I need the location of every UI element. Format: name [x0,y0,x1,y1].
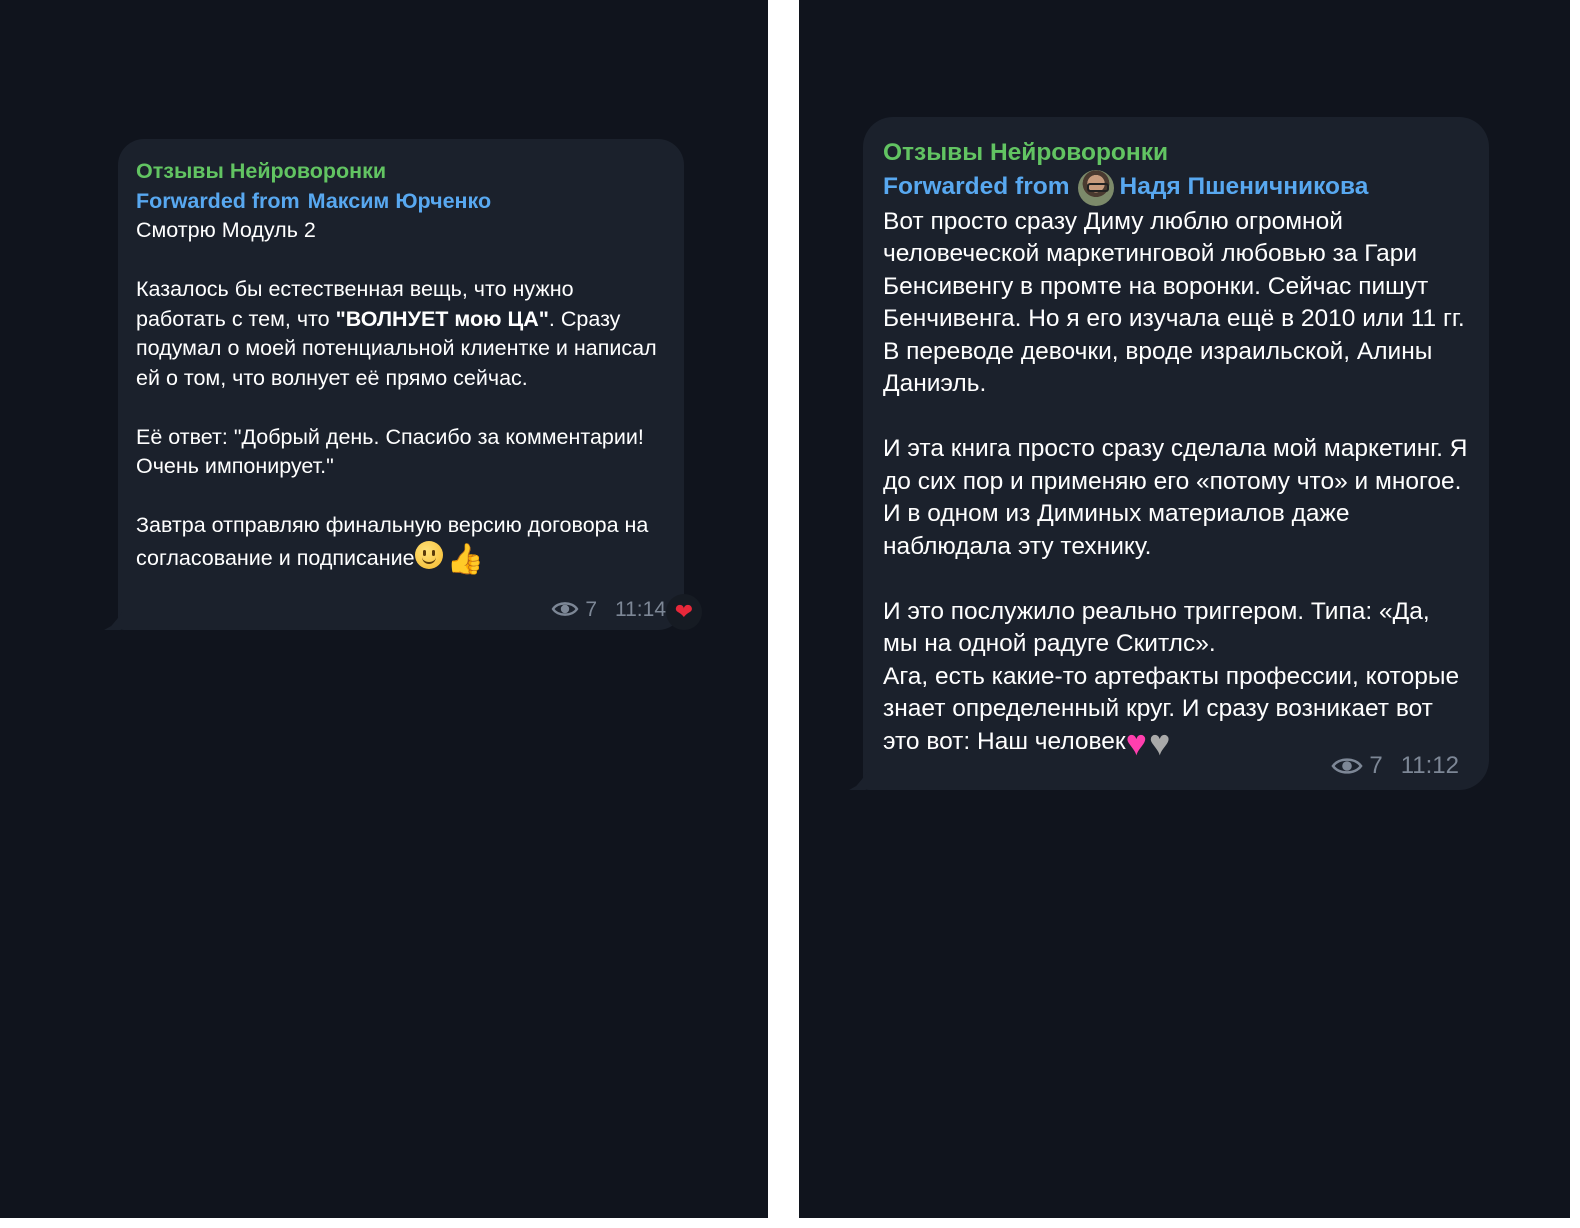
forward-prefix: Forwarded from [136,188,300,213]
message-paragraph: И это послужило реально триггером. Типа: «Да, мы на одной радуге Скитлс». Ага, есть какие-то артефакты профессии, которые знает определенный круг. И сразу возникает вот это вот: Наш человек♥♥ [883,597,1460,763]
forward-author[interactable]: Надя Пшеничникова [1119,173,1369,201]
forwarded-from-line[interactable] [136,187,666,217]
pink-heart-emoji-icon: ♥ [1125,721,1148,763]
forward-author[interactable]: Максим Юрченко [307,188,492,213]
message-time: 11:14 [615,597,666,621]
channel-name[interactable]: Отзывы Нейроворонки [136,159,387,183]
eye-icon [551,600,579,618]
bold-text: "ВОЛНУЕТ мою ЦА" [335,306,549,331]
message-text [883,206,1469,763]
avatar[interactable] [1078,170,1114,206]
chat-panel-right [799,0,1570,1218]
message-text [136,216,666,574]
heart-reaction-icon[interactable]: ❤ [666,594,702,630]
message-meta [1331,750,1459,783]
forwarded-from-line[interactable] [883,170,1469,206]
message-line: Смотрю Модуль 2 [136,218,316,242]
forward-prefix: Forwarded from [883,173,1070,201]
message-paragraph: И эта книга просто сразу сделала мой маркетинг. Я до сих пор и применяю его «потому что» и многое. И в одном из Диминых материалов даже наблюдала эту технику. [883,435,1468,560]
chat-panel-left [0,0,768,1218]
message-paragraph: Казалось бы естественная вещь, что нужно работать с тем, что "ВОЛНУЕТ мою ЦА". Сразу подумал о моей потенциальной клиентке и написал ей о том, что волнует её прямо сейчас. [136,277,657,390]
message-meta [551,595,666,625]
eye-icon [1331,756,1363,776]
message-time: 11:12 [1400,751,1459,779]
message-bubble[interactable] [863,117,1489,790]
message-paragraph: Завтра отправляю финальную версию договора на согласование и подписание 👍 [136,513,649,576]
thumbs-up-emoji-icon: 👍 [446,542,484,576]
grey-heart-emoji-icon: ♥ [1149,721,1171,763]
message-paragraph: Вот просто сразу Диму люблю огромной человеческой маркетинговой любовью за Гари Бенсивенгу в промте на воронки. Сейчас пишут Бенчивенга. Но я его изучала ещё в 2010 или 11 гг. В переводе девочки, вроде израильской, Алины Даниэль. [883,207,1465,397]
channel-name[interactable]: Отзывы Нейроворонки [883,139,1169,166]
message-paragraph: Её ответ: "Добрый день. Спасибо за комментарии! Очень импонирует." [136,424,644,478]
smile-emoji-icon [415,541,443,569]
message-bubble[interactable] [118,139,684,630]
views-count: 7 [1369,751,1383,779]
views-count: 7 [585,597,597,621]
